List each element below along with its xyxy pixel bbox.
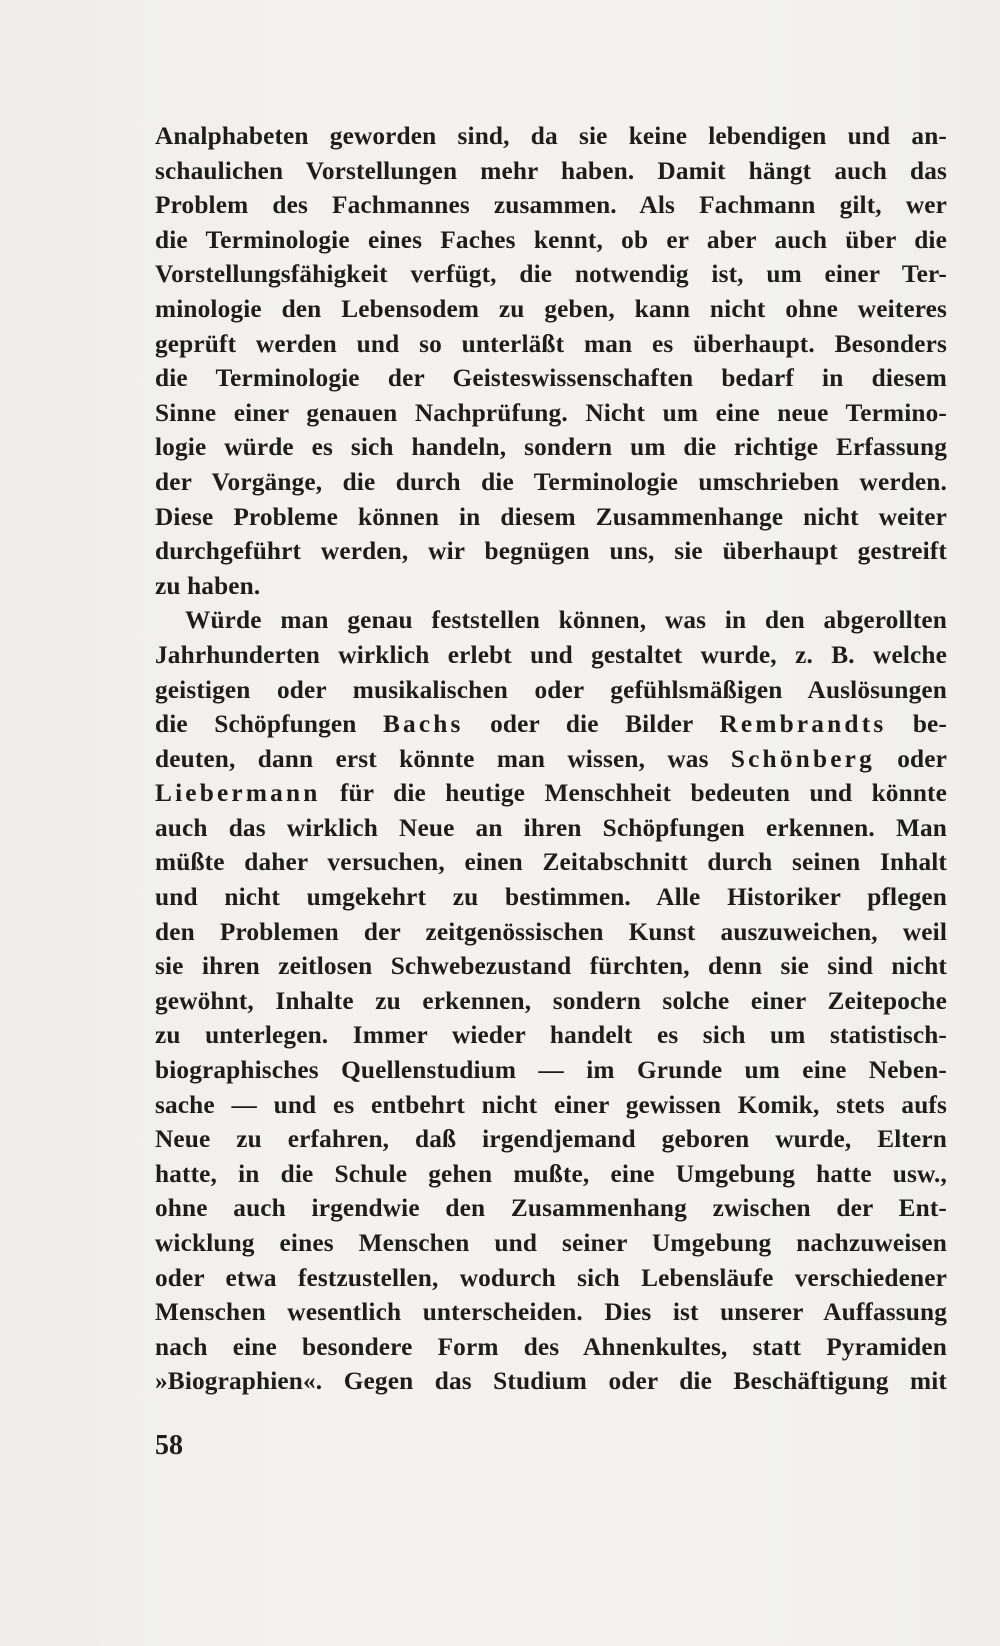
text-segment: die Schöpfungen (155, 710, 383, 739)
spaced-name-bach: Bachs (382, 710, 464, 739)
text-line: geprüft werden und so unterläßt man es überhaupt. Besonders (155, 329, 947, 358)
text-line: ohne auch irgendwie den Zusammenhang zwischen der Ent- (155, 1194, 947, 1223)
text-line: Würde man genau feststellen können, was in den abgerollten (185, 606, 947, 635)
text-line: »Biographien«. Gegen das Studium oder die Beschäftigung mit (155, 1367, 947, 1396)
text-line: schaulichen Vorstellungen mehr haben. Damit hängt auch das (155, 156, 947, 185)
text-line: der Vorgänge, die durch die Terminologie umschrieben werden. (155, 467, 947, 496)
spaced-name-schoenberg: Schönberg (730, 744, 875, 773)
spaced-name-rembrandt: Rembrandts (719, 710, 887, 739)
text-line: minologie den Lebensodem zu geben, kann nicht ohne weiteres (155, 294, 947, 323)
text-line: Sinne einer genauen Nachprüfung. Nicht um eine neue Termino- (155, 398, 947, 427)
text-line: hatte, in die Schule gehen mußte, eine Umgebung hatte usw., (155, 1159, 947, 1188)
text-line: logie würde es sich handeln, sondern um die richtige Erfassung (155, 433, 947, 462)
page-number: 58 (155, 1430, 183, 1461)
text-segment: deuten, dann erst könnte man wissen, was (155, 744, 731, 773)
text-line (155, 776, 947, 811)
spaced-name-liebermann: Liebermann (155, 779, 321, 808)
text-line: den Problemen der zeitgenössischen Kunst auszuweichen, weil (155, 917, 947, 946)
text-line: sache — und es entbehrt nicht einer gewissen Komik, stets aufs (155, 1090, 947, 1119)
text-line: zu haben. (155, 571, 261, 600)
text-line: Problem des Fachmannes zusammen. Als Fachmann gilt, wer (155, 191, 947, 220)
text-line: zu unterlegen. Immer wieder handelt es sich um statistisch- (155, 1021, 947, 1050)
text-segment: oder die Bilder (463, 710, 720, 739)
text-line: Neue zu erfahren, daß irgendjemand geboren wurde, Eltern (155, 1125, 947, 1154)
text-line: Jahrhunderten wirklich erlebt und gestaltet wurde, z. B. welche (155, 640, 947, 669)
text-line: geistigen oder musikalischen oder gefühlsmäßigen Auslösungen (155, 675, 947, 704)
text-segment: für die heutige Menschheit bedeuten und könnte (320, 779, 947, 808)
text-line: durchgeführt werden, wir begnügen uns, sie überhaupt gestreift (155, 537, 947, 566)
text-line (155, 742, 947, 777)
text-line (155, 707, 947, 742)
text-line: Analphabeten geworden sind, da sie keine lebendigen und an- (155, 122, 947, 150)
text-line: nach eine besondere Form des Ahnenkultes, statt Pyramiden (155, 1332, 947, 1361)
text-line: müßte daher versuchen, einen Zeitabschnitt durch seinen Inhalt (155, 848, 947, 877)
body-text (155, 119, 947, 1399)
text-line: auch das wirklich Neue an ihren Schöpfungen erkennen. Man (155, 813, 947, 842)
text-line: die Terminologie der Geisteswissenschaften bedarf in diesem (155, 364, 947, 393)
text-segment: be- (886, 710, 947, 739)
text-line: die Terminologie eines Faches kennt, ob er aber auch über die (155, 225, 947, 254)
text-line: gewöhnt, Inhalte zu erkennen, sondern solche einer Zeitepoche (155, 986, 947, 1015)
text-line: Diese Probleme können in diesem Zusammenhange nicht weiter (155, 502, 947, 531)
text-segment: oder (874, 744, 947, 773)
text-line: Menschen wesentlich unterscheiden. Dies ist unserer Auffassung (155, 1298, 947, 1327)
text-line: oder etwa festzustellen, wodurch sich Lebensläufe verschiedener (155, 1263, 947, 1292)
text-line: biographisches Quellenstudium — im Grunde um eine Neben- (155, 1056, 947, 1085)
text-line: Vorstellungsfähigkeit verfügt, die notwendig ist, um einer Ter- (155, 260, 947, 289)
text-line: wicklung eines Menschen und seiner Umgebung nachzuweisen (155, 1229, 947, 1257)
text-line: und nicht umgekehrt zu bestimmen. Alle Historiker pflegen (155, 883, 947, 912)
text-line: sie ihren zeitlosen Schwebezustand fürchten, denn sie sind nicht (155, 952, 947, 981)
